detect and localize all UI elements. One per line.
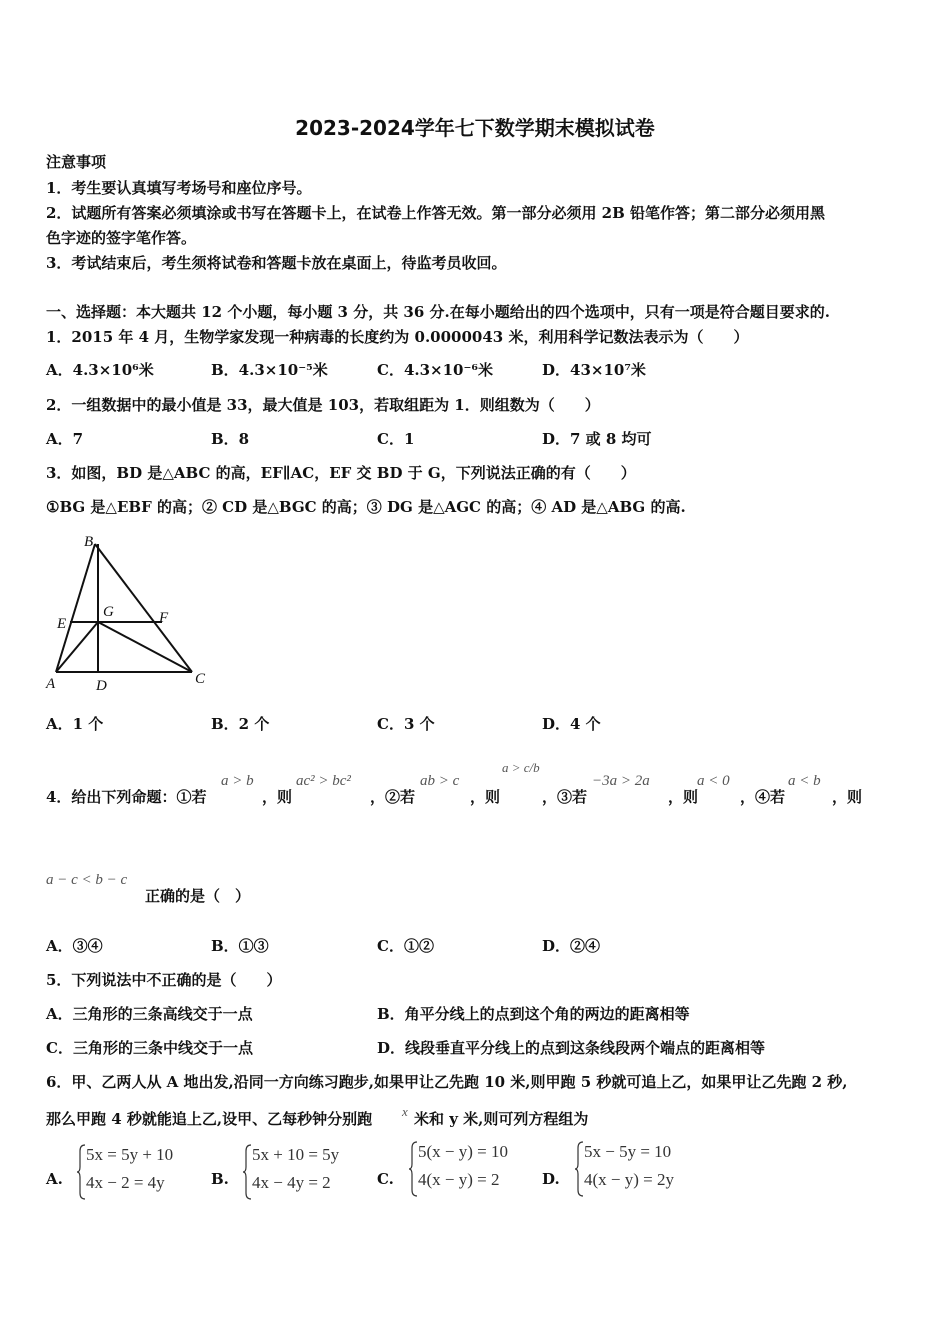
q6-option-a-label: A. [46, 1170, 63, 1188]
label-a: A [46, 676, 56, 692]
q6-d-eq-2: 4(x − y) = 2y [584, 1170, 674, 1189]
q4-part-7: ，④若 [740, 788, 786, 806]
q6-option-b-system [242, 1143, 372, 1203]
q6-b-eq-1: 5x + 10 = 5y [252, 1145, 340, 1164]
question-3-statements: ①BG 是△EBF 的高；② CD 是△BGC 的高；③ DG 是△AGC 的高；④ AD 是△ABG 的高. [46, 498, 686, 516]
q1-option-b: B．4.3×10⁻⁵米 [211, 361, 328, 379]
q6-option-d-system [574, 1140, 714, 1200]
q4-math-1: a > b [221, 773, 254, 789]
note-item-1: 1．考生要认真填写考场号和座位序号。 [46, 179, 312, 197]
q3-option-d: D．4 个 [542, 715, 601, 733]
q1-option-a: A．4.3×10⁶米 [46, 361, 154, 379]
q3-option-b: B．2 个 [211, 715, 270, 733]
q1-option-d: D．43×10⁷米 [542, 361, 646, 379]
q6-option-c-system [408, 1140, 538, 1200]
q6-a-eq-1: 5x = 5y + 10 [86, 1145, 174, 1164]
question-6-var-x: x [402, 1104, 408, 1119]
q6-option-a-system [76, 1143, 206, 1203]
label-b: B [84, 534, 94, 550]
q5-option-a: A．三角形的三条高线交于一点 [46, 1005, 253, 1023]
q6-a-eq-2: 4x − 2 = 4y [86, 1173, 165, 1192]
q6-option-d-label: D. [542, 1170, 560, 1188]
segment-gc [98, 622, 192, 672]
q6-option-b-label: B. [211, 1170, 229, 1188]
q2-option-d: D．7 或 8 均可 [542, 430, 652, 448]
q4-math-6: a < 0 [697, 773, 730, 789]
q4-option-a: A．③④ [46, 937, 103, 955]
q2-option-b: B．8 [211, 430, 250, 448]
edge-ab [56, 544, 95, 672]
q2-option-a: A．7 [46, 430, 84, 448]
q5-option-c: C．三角形的三条中线交于一点 [46, 1039, 253, 1057]
label-e: E [57, 616, 67, 632]
page-title: 2023-2024学年七下数学期末模拟试卷 [295, 116, 655, 140]
q6-d-eq-1: 5x − 5y = 10 [584, 1142, 672, 1161]
q6-option-c-label: C. [377, 1170, 394, 1188]
question-6-line-2a: 那么甲跑 4 秒就能追上乙,设甲、乙每秒钟分别跑 [46, 1110, 373, 1128]
q2-option-c: C．1 [377, 430, 415, 448]
q4-part-6: ，则 [668, 788, 699, 806]
label-d: D [96, 678, 107, 694]
q6-c-eq-1: 5(x − y) = 10 [418, 1142, 508, 1161]
label-g: G [103, 604, 114, 620]
q6-b-eq-2: 4x − 4y = 2 [252, 1173, 331, 1192]
q4-math-7: a < b [788, 773, 821, 789]
q4-part-5: ，③若 [542, 788, 588, 806]
q3-option-a: A．1 个 [46, 715, 104, 733]
q4-option-d: D．②④ [542, 937, 601, 955]
notes-heading: 注意事项 [46, 153, 107, 171]
q4-math-8: a − c < b − c [46, 872, 128, 888]
q4-math-5: −3a > 2a [592, 773, 650, 789]
q5-option-d: D．线段垂直平分线上的点到这条线段两个端点的距离相等 [377, 1039, 766, 1057]
q4-math-2: ac² > bc² [296, 773, 351, 789]
q4-option-c: C．①② [377, 937, 434, 955]
q6-c-eq-2: 4(x − y) = 2 [418, 1170, 500, 1189]
question-1-stem: 1．2015 年 4 月，生物学家发现一种病毒的长度约为 0.0000043 米，利用科学记数法表示为（ ） [46, 328, 749, 346]
note-item-2-cont: 色字迹的签字笔作答。 [46, 229, 197, 247]
question-6-line-1: 6．甲、乙两人从 A 地出发,沿同一方向练习跑步,如果甲让乙先跑 10 米,则甲跑 5 秒就可追上乙，如果甲让乙先跑 2 秒, [46, 1073, 848, 1091]
label-f: F [159, 610, 169, 626]
q4-part-4: ，则 [470, 788, 501, 806]
q4-part-2: ，则 [262, 788, 293, 806]
q4-tail: 正确的是（ ） [145, 887, 251, 905]
question-3-stem: 3．如图，BD 是△ABC 的高，EF∥AC，EF 交 BD 于 G，下列说法正确的有（ ） [46, 464, 636, 482]
q4-option-b: B．①③ [211, 937, 269, 955]
question-5-stem: 5．下列说法中不正确的是（ ） [46, 971, 282, 989]
triangle-figure [40, 530, 220, 695]
q4-math-4: a > c/b [502, 760, 540, 775]
q4-math-3: ab > c [420, 773, 460, 789]
question-6-line-2b: 米和 y 米,则可列方程组为 [414, 1110, 589, 1128]
label-c: C [195, 671, 206, 687]
section-heading: 一、选择题：本大题共 12 个小题，每小题 3 分，共 36 分.在每小题给出的四个选项中，只有一项是符合题目要求的. [46, 303, 830, 321]
question-2-stem: 2．一组数据中的最小值是 33，最大值是 103，若取组距为 1．则组数为（ ） [46, 396, 600, 414]
note-item-2: 2．试题所有答案必须填涂或书写在答题卡上，在试卷上作答无效。第一部分必须用 2B 铅笔作答；第二部分必须用黑 [46, 204, 826, 222]
q4-part-8: ，则 [832, 788, 863, 806]
q3-option-c: C．3 个 [377, 715, 435, 733]
q4-part-3: ，②若 [370, 788, 416, 806]
q1-option-c: C．4.3×10⁻⁶米 [377, 361, 493, 379]
q4-part-1: 4．给出下列命题：①若 [46, 788, 207, 806]
note-item-3: 3．考试结束后，考生须将试卷和答题卡放在桌面上，待监考员收回。 [46, 254, 507, 272]
q5-option-b: B．角平分线上的点到这个角的两边的距离相等 [377, 1005, 690, 1023]
